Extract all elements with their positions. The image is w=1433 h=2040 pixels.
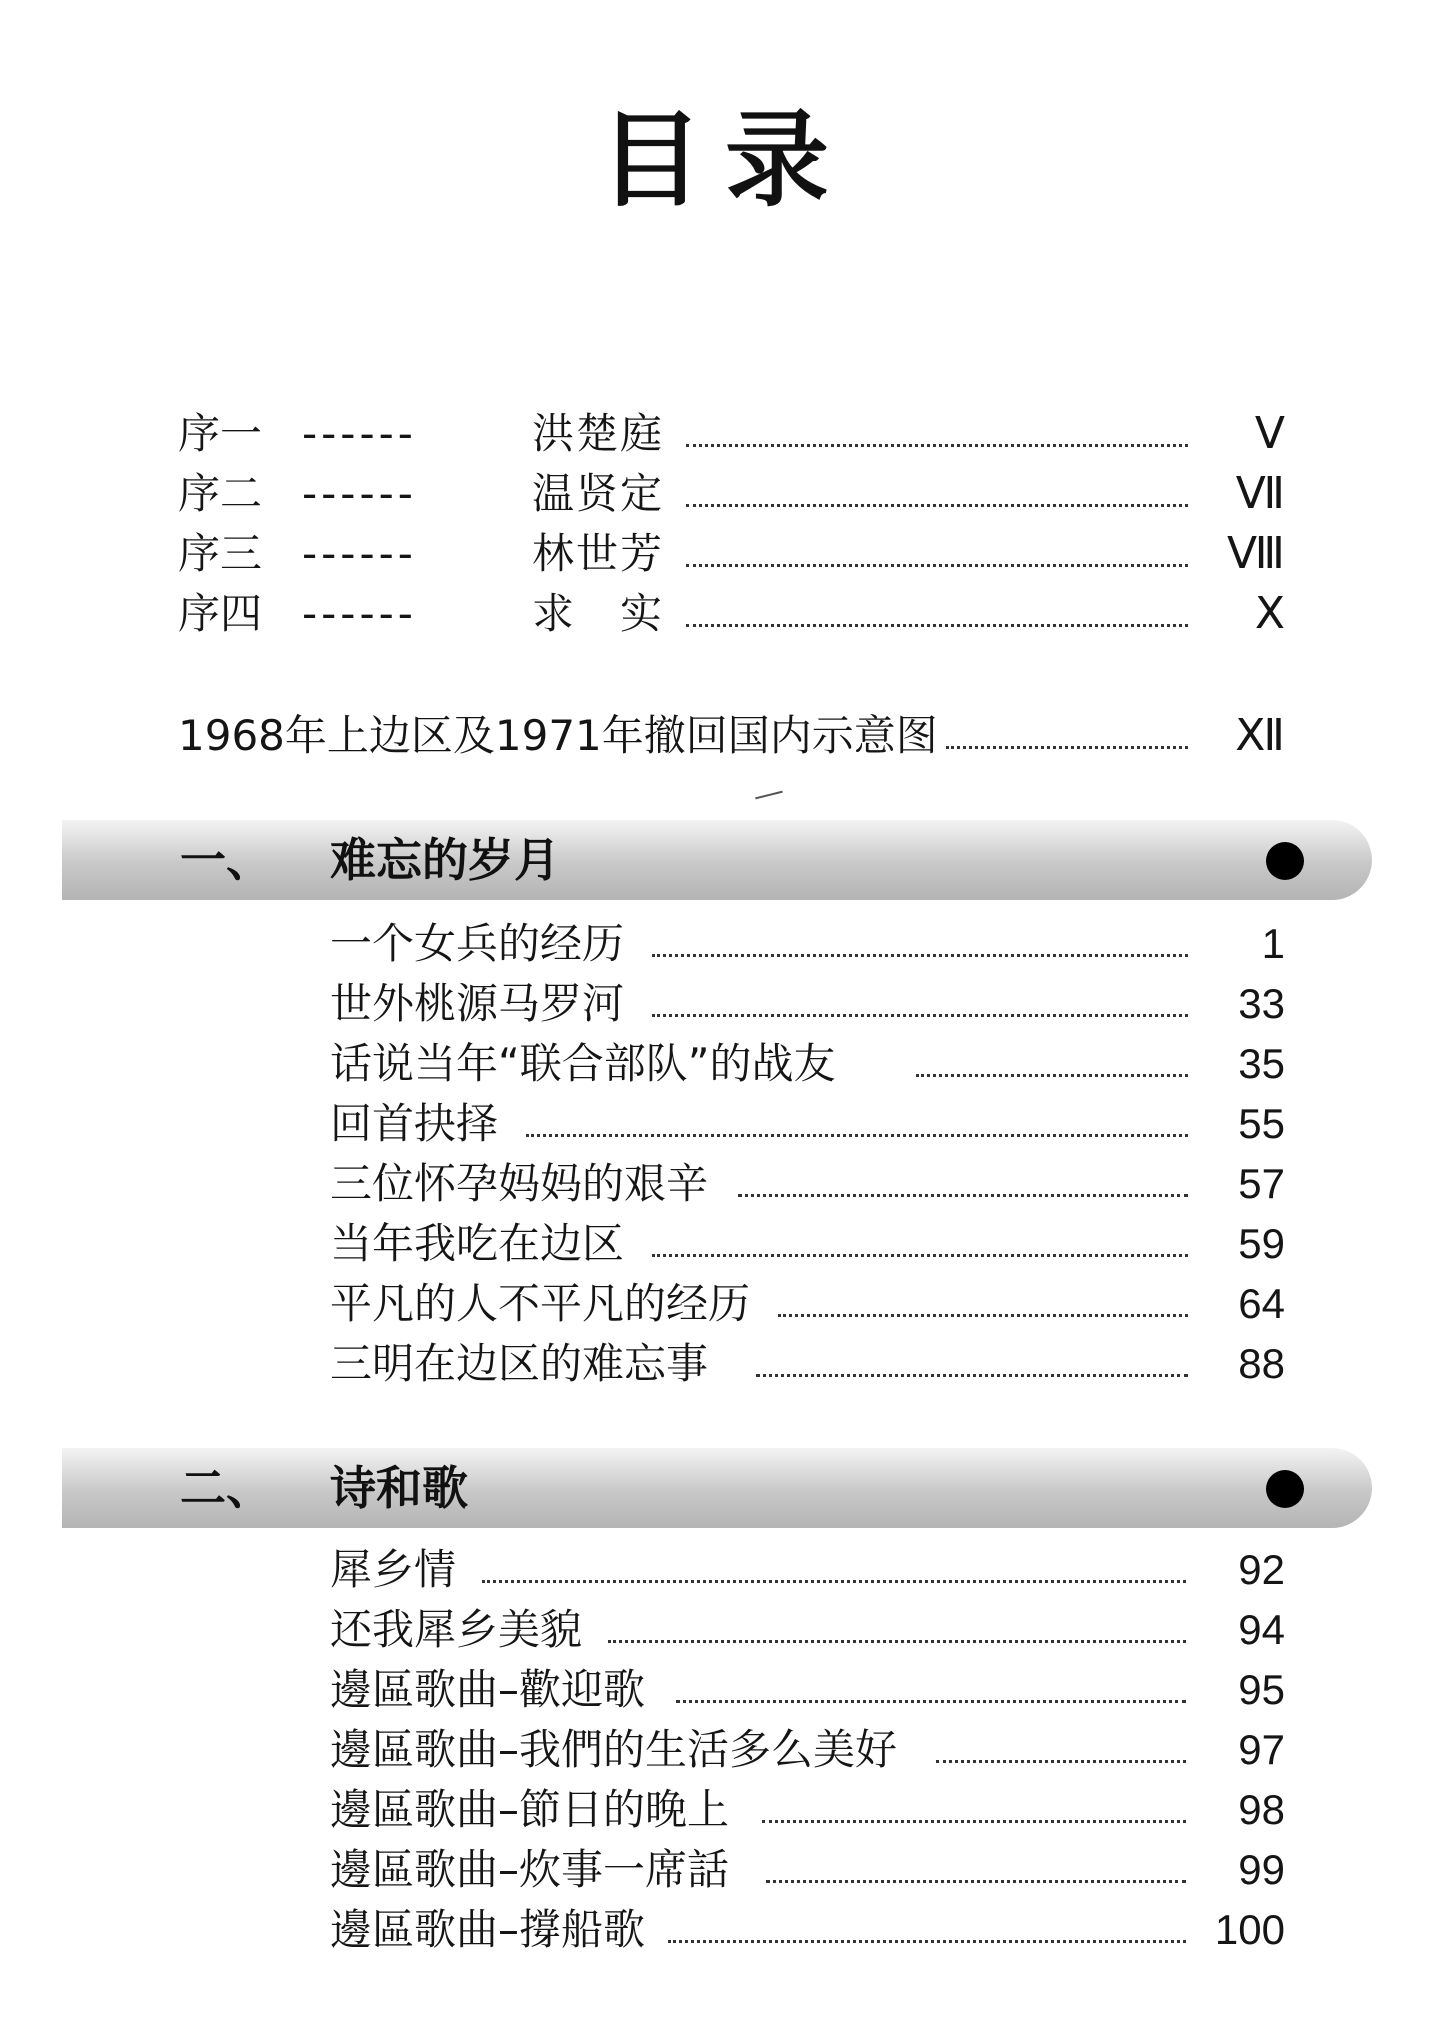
preface-row[interactable] [0,406,1433,462]
dot-leader [738,1194,1188,1197]
page-number: 64 [1238,1280,1285,1327]
preface-author: 洪楚庭 [532,409,665,458]
dot-leader [652,1254,1188,1257]
dot-leader [936,1760,1186,1763]
entry-title: 三位怀孕妈妈的艰辛 [330,1159,709,1208]
preface-label: 序四 [178,589,263,638]
dot-leader [686,564,1188,567]
entry-title: 邊區歌曲–節日的晚上 [330,1785,730,1834]
toc-entry[interactable] [0,1276,1433,1332]
page-number: 94 [1238,1606,1285,1653]
page-number: 100 [1214,1906,1285,1953]
entry-title: 邊區歌曲–炊事一席話 [330,1845,730,1894]
preface-label: 序二 [178,469,263,518]
section-title: 诗和歌 [330,1461,468,1515]
toc-entry[interactable] [0,1602,1433,1658]
page-number: 97 [1238,1726,1285,1773]
toc-entry[interactable] [0,1782,1433,1838]
toc-entry[interactable] [0,1722,1433,1778]
toc-entry[interactable] [0,1216,1433,1272]
entry-title: 话说当年“联合部队”的战友 [330,1039,836,1088]
dot-leader [608,1640,1186,1643]
toc-entry[interactable] [0,976,1433,1032]
entry-title: 一个女兵的经历 [330,919,625,968]
preface-label: 序一 [178,409,263,458]
toc-entry[interactable] [0,1096,1433,1152]
dot-leader [686,624,1188,627]
page-number: Ⅻ [1235,711,1285,760]
page-number: 88 [1238,1340,1285,1387]
dot-leader [686,504,1188,507]
map-entry-title: 1968年上边区及1971年撤回国内示意图 [178,711,938,760]
preface-dashes: ------ [302,409,417,458]
preface-dashes: ------ [302,529,417,578]
toc-entry[interactable] [0,916,1433,972]
page-number: 35 [1238,1040,1285,1087]
entry-title: 平凡的人不平凡的经历 [330,1279,751,1328]
preface-row[interactable] [0,526,1433,582]
preface-row[interactable] [0,466,1433,522]
toc-entry[interactable] [0,1542,1433,1598]
toc-entry[interactable] [0,1156,1433,1212]
toc-entry[interactable] [0,1662,1433,1718]
preface-author: 求 实 [532,589,665,638]
preface-label: 序三 [178,529,263,578]
page-number: 92 [1238,1546,1285,1593]
page-number: Ⅹ [1254,589,1285,638]
dot-leader [778,1314,1188,1317]
preface-author: 温贤定 [532,469,665,518]
section-header-1[interactable] [62,820,1372,900]
toc-entry[interactable] [0,1336,1433,1392]
dot-leader [756,1374,1188,1377]
page-number: 59 [1238,1220,1285,1267]
dot-leader [946,746,1188,749]
page-number: 55 [1238,1100,1285,1147]
bullet-dot-icon [1266,1470,1304,1508]
dot-leader [482,1580,1186,1583]
dot-leader [652,954,1188,957]
entry-title: 三明在边区的难忘事 [330,1339,709,1388]
page-title: 目录 [598,99,851,221]
entry-title: 邊區歌曲–我們的生活多么美好 [330,1725,898,1774]
dot-leader [676,1700,1186,1703]
dot-leader [916,1074,1188,1077]
dot-leader [652,1014,1188,1017]
dot-leader [526,1134,1188,1137]
entry-title: 世外桃源马罗河 [330,979,625,1028]
page-number: 95 [1238,1666,1285,1713]
entry-title: 还我犀乡美貌 [330,1605,583,1654]
entry-title: 当年我吃在边区 [330,1219,625,1268]
toc-entry[interactable] [0,1036,1433,1092]
bullet-dot-icon [1266,842,1304,880]
dot-leader [668,1940,1186,1943]
preface-dashes: ------ [302,469,417,518]
page-number: 99 [1238,1846,1285,1893]
preface-author: 林世芳 [532,529,665,578]
toc-entry[interactable] [0,1902,1433,1958]
stray-mark [755,791,783,800]
preface-dashes: ------ [302,589,417,638]
entry-title: 犀乡情 [330,1545,457,1594]
entry-title: 邊區歌曲–撐船歌 [330,1905,646,1954]
dot-leader [686,444,1188,447]
page-number: Ⅴ [1254,409,1285,458]
page-number: 1 [1261,920,1285,967]
page-number: 98 [1238,1786,1285,1833]
dot-leader [762,1820,1186,1823]
preface-row[interactable] [0,586,1433,642]
entry-title: 邊區歌曲–歡迎歌 [330,1665,646,1714]
entry-title: 回首抉择 [330,1099,499,1148]
section-header-2[interactable] [62,1448,1372,1528]
page-number: 33 [1238,980,1285,1027]
section-number: 二、 [180,1461,272,1515]
toc-entry[interactable] [0,1842,1433,1898]
map-entry-row[interactable] [0,708,1433,764]
page-number: 57 [1238,1160,1285,1207]
dot-leader [766,1880,1186,1883]
page-number: Ⅷ [1227,529,1285,578]
section-number: 一、 [180,833,272,887]
section-title: 难忘的岁月 [330,833,560,887]
page-number: Ⅶ [1235,469,1285,518]
